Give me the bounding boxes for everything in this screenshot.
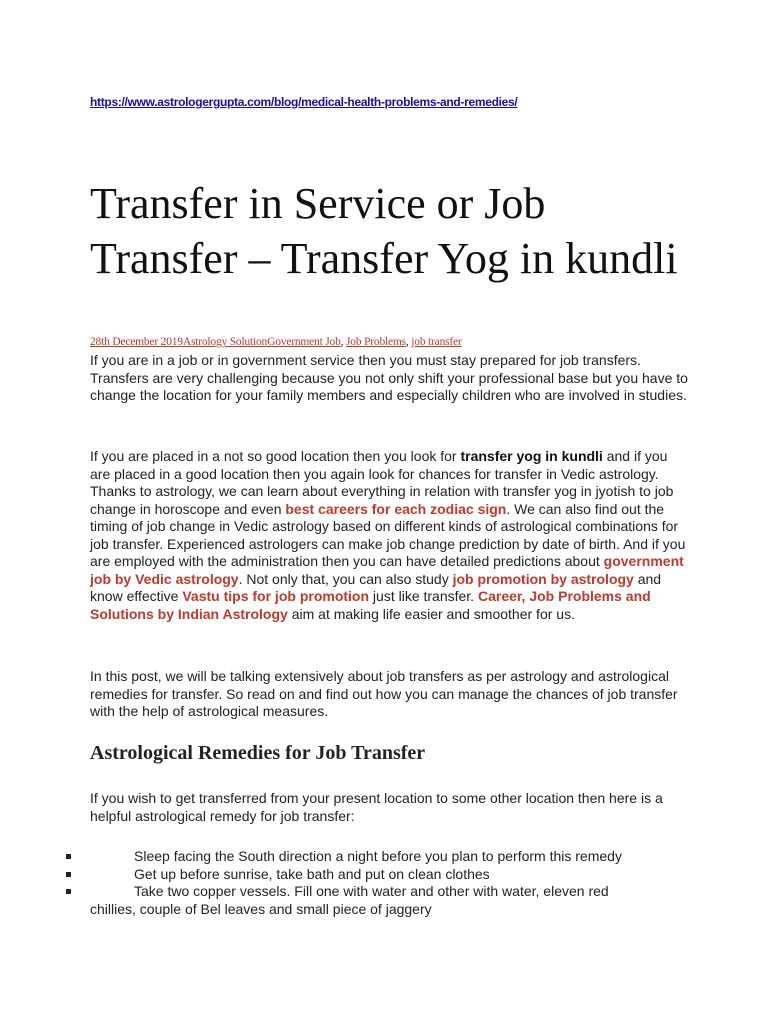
post-date-link[interactable]: 28th December 2019 bbox=[90, 336, 183, 348]
paragraph-text: aim at making life easier and smoother for us. bbox=[287, 605, 575, 622]
career-solutions-link[interactable]: Career, Job Problems and Solutions by Indian Astrology bbox=[90, 588, 651, 622]
paragraph-text: and know effective bbox=[90, 570, 662, 604]
body-paragraph bbox=[90, 448, 690, 623]
article-title: Transfer in Service or Job Transfer – Transfer Yog in kundli bbox=[90, 179, 678, 283]
section-heading: Astrological Remedies for Job Transfer bbox=[90, 742, 426, 764]
post-meta bbox=[90, 336, 462, 348]
meta-separator: , bbox=[405, 336, 412, 348]
list-item-text: Sleep facing the South direction a night before you plan to perform this remedy bbox=[134, 848, 622, 864]
bullet-marker bbox=[66, 854, 71, 859]
tag-job-problems-link[interactable]: Job Problems bbox=[346, 336, 406, 348]
list-item-text-continued: chillies, couple of Bel leaves and small piece of jaggery bbox=[90, 900, 432, 917]
vastu-tips-link[interactable]: Vastu tips for job promotion bbox=[182, 588, 370, 604]
paragraph-text: and if you are placed in a good location then you again look for chances for transfer in Vedic astrology. Thanks to astrology, we can learn about everything in relation with transfer yog in jyotish to job change in horoscope and even bbox=[90, 448, 674, 517]
category-astrology-solution-link[interactable]: Astrology Solution bbox=[182, 336, 268, 348]
meta-separator: , bbox=[340, 336, 347, 348]
paragraph-text: If you are placed in a not so good location then you look for bbox=[90, 448, 461, 464]
paragraph-text: just like transfer. bbox=[369, 588, 478, 604]
list-item-text: Take two copper vessels. Fill one with water and other with water, eleven red bbox=[134, 883, 609, 899]
keyword-transfer-yog: transfer yog in kundli bbox=[460, 448, 603, 464]
list-item bbox=[66, 883, 696, 918]
job-promotion-astrology-link[interactable]: job promotion by astrology bbox=[452, 570, 634, 587]
intro-paragraph: If you are in a job or in government service then you must stay prepared for job transfers. Transfers are very challenging because you not only shift your professional base but you have to change the location for your family members and especially children who are involved in studies. bbox=[90, 352, 688, 403]
remedy-list bbox=[66, 848, 696, 918]
category-government-job-link[interactable]: Government Job bbox=[267, 336, 341, 348]
paragraph-text: . Not only that, you can also study bbox=[238, 570, 453, 587]
list-item-text: Get up before sunrise, take bath and put on clean clothes bbox=[134, 865, 490, 882]
paragraph-text: . We can also find out the timing of job change in Vedic astrology based on different kinds of astrological combinations for job transfer. Experienced astrologers can make job change prediction by date of birth. And if you are employed with the administration then you can have detailed predictions about bbox=[90, 500, 686, 569]
remedy-intro-paragraph: If you wish to get transferred from your present location to some other location then here is a helpful astrological remedy for job transfer: bbox=[90, 790, 663, 824]
list-item bbox=[66, 866, 696, 884]
government-job-astrology-link[interactable]: government job by Vedic astrology bbox=[90, 553, 684, 587]
bullet-marker bbox=[66, 872, 71, 877]
source-url-link[interactable]: https://www.astrologergupta.com/blog/medical-health-problems-and-remedies/ bbox=[90, 95, 518, 109]
bullet-marker bbox=[66, 889, 71, 894]
tag-job-transfer-link[interactable]: job transfer bbox=[411, 336, 462, 348]
list-item bbox=[66, 848, 696, 866]
overview-paragraph: In this post, we will be talking extensively about job transfers as per astrology and astrological remedies for transfer. So read on and find out how you can manage the chances of job transfer with the help of astrological measures. bbox=[90, 668, 678, 719]
best-careers-link[interactable]: best careers for each zodiac sign bbox=[285, 500, 507, 517]
